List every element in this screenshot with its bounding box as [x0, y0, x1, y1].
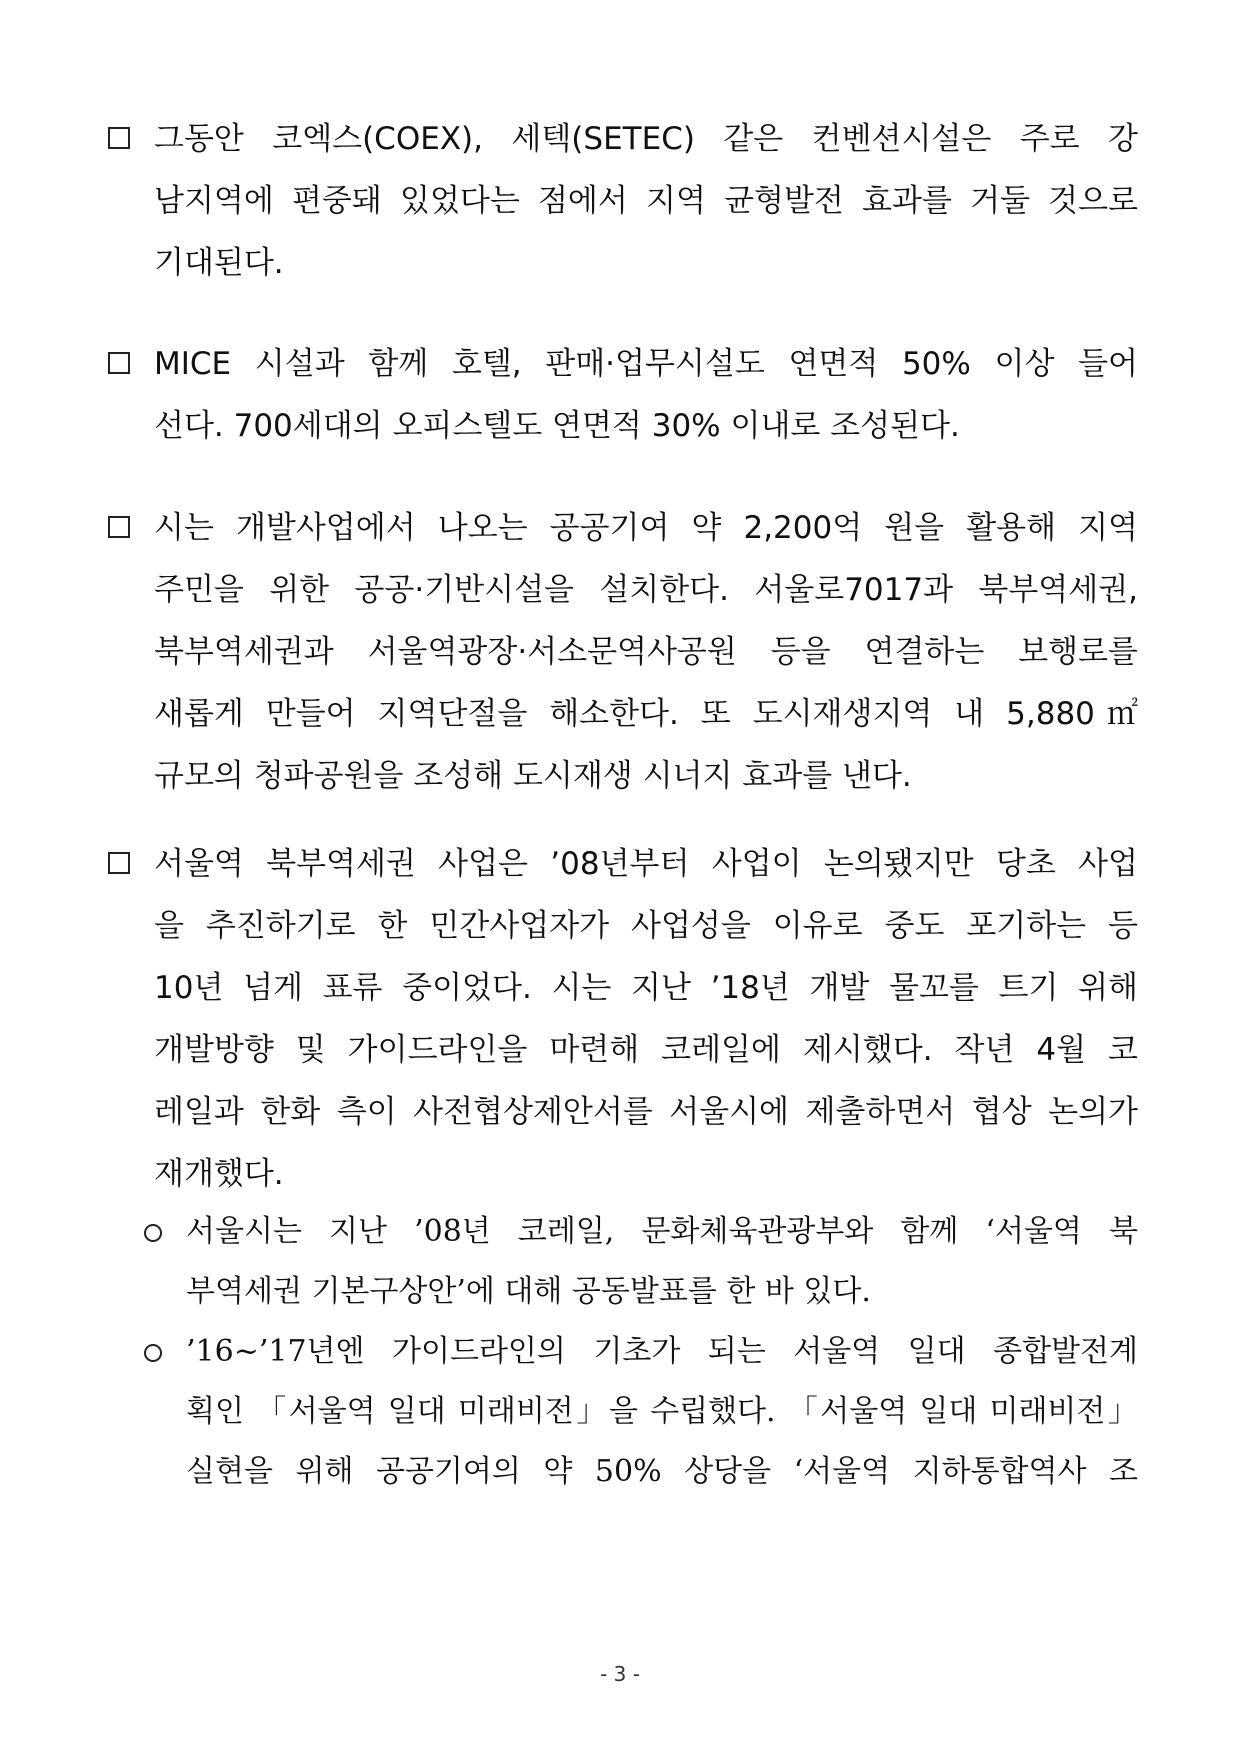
paragraph-line — [108, 1143, 1138, 1205]
sub-item-text: ’16~’17년엔 가이드라인의 기초가 되는 서울역 일대 종합발전계 — [186, 1334, 1138, 1369]
sub-item-text: 부역세권 기본구상안’에 대해 공동발표를 한 바 있다. — [186, 1274, 871, 1309]
paragraph-line — [108, 559, 1138, 621]
paragraph-text: 서울역 북부역세권 사업은 ’08년부터 사업이 논의됐지만 당초 사업 — [154, 846, 1138, 882]
paragraph-line — [108, 108, 1138, 170]
paragraph-text: MICE 시설과 함께 호텔, 판매·업무시설도 연면적 50% 이상 들어 — [154, 346, 1138, 382]
page-number: - 3 - — [600, 1662, 640, 1686]
circle-bullet-icon — [144, 1224, 162, 1242]
paragraph-text: 선다. 700세대의 오피스텔도 연면적 30% 이내로 조성된다. — [154, 408, 960, 444]
paragraph-line — [108, 170, 1138, 232]
paragraph-text: 새롭게 만들어 지역단절을 해소한다. 또 도시재생지역 내 5,880㎡ — [154, 696, 1138, 732]
sub-item-text: 획인 「서울역 일대 미래비전」을 수립했다. 「서울역 일대 미래비전」 — [186, 1394, 1138, 1429]
paragraph-text: 주민을 위한 공공·기반시설을 설치한다. 서울로7017과 북부역세권, — [154, 572, 1138, 608]
paragraph-line — [108, 333, 1138, 395]
checkbox-bullet-icon — [108, 352, 130, 374]
paragraph-line — [108, 957, 1138, 1019]
sub-item-future-vision — [140, 1322, 1138, 1502]
paragraph-line — [108, 1081, 1138, 1143]
paragraph-text: 레일과 한화 측이 사전협상제안서를 서울시에 제출하면서 협상 논의가 — [154, 1094, 1138, 1130]
sub-item-line — [140, 1202, 1138, 1262]
paragraph-line — [108, 833, 1138, 895]
paragraph-text: 개발방향 및 가이드라인을 마련해 코레일에 제시했다. 작년 4월 코 — [154, 1032, 1138, 1068]
paragraph-text: 재개했다. — [154, 1156, 284, 1192]
paragraph-line — [108, 497, 1138, 559]
checkbox-bullet-icon — [108, 516, 130, 538]
sub-item-text: 서울시는 지난 ’08년 코레일, 문화체육관광부와 함께 ‘서울역 북 — [186, 1214, 1138, 1249]
sub-item-2008-announcement — [140, 1202, 1138, 1322]
checkbox-bullet-icon — [108, 127, 130, 149]
paragraph-text: 그동안 코엑스(COEX), 세텍(SETEC) 같은 컨벤션시설은 주로 강 — [154, 121, 1138, 157]
paragraph-public-contribution — [108, 497, 1138, 807]
checkbox-bullet-icon — [108, 852, 130, 874]
paragraph-mice-facilities — [108, 333, 1138, 457]
circle-bullet-icon — [144, 1344, 162, 1362]
paragraph-text: 을 추진하기로 한 민간사업자가 사업성을 이유로 중도 포기하는 등 — [154, 908, 1138, 944]
paragraph-line — [108, 683, 1138, 745]
paragraph-convention-facilities — [108, 108, 1138, 294]
paragraph-line — [108, 895, 1138, 957]
paragraph-line — [108, 395, 1138, 457]
paragraph-project-history — [108, 833, 1138, 1205]
paragraph-text: 기대된다. — [154, 245, 284, 281]
sub-item-line — [140, 1382, 1138, 1442]
paragraph-text: 10년 넘게 표류 중이었다. 시는 지난 ’18년 개발 물꼬를 트기 위해 — [154, 970, 1138, 1006]
paragraph-text: 남지역에 편중돼 있었다는 점에서 지역 균형발전 효과를 거둘 것으로 — [154, 183, 1138, 219]
sub-item-text: 실현을 위해 공공기여의 약 50% 상당을 ‘서울역 지하통합역사 조 — [186, 1454, 1138, 1489]
paragraph-line — [108, 745, 1138, 807]
paragraph-text: 규모의 청파공원을 조성해 도시재생 시너지 효과를 낸다. — [154, 758, 912, 794]
paragraph-line — [108, 1019, 1138, 1081]
sub-item-line — [140, 1322, 1138, 1382]
paragraph-line — [108, 232, 1138, 294]
paragraph-text: 시는 개발사업에서 나오는 공공기여 약 2,200억 원을 활용해 지역 — [154, 510, 1138, 546]
sub-item-line — [140, 1442, 1138, 1502]
paragraph-line — [108, 621, 1138, 683]
paragraph-text: 북부역세권과 서울역광장·서소문역사공원 등을 연결하는 보행로를 — [154, 634, 1138, 670]
sub-item-line — [140, 1262, 1138, 1322]
